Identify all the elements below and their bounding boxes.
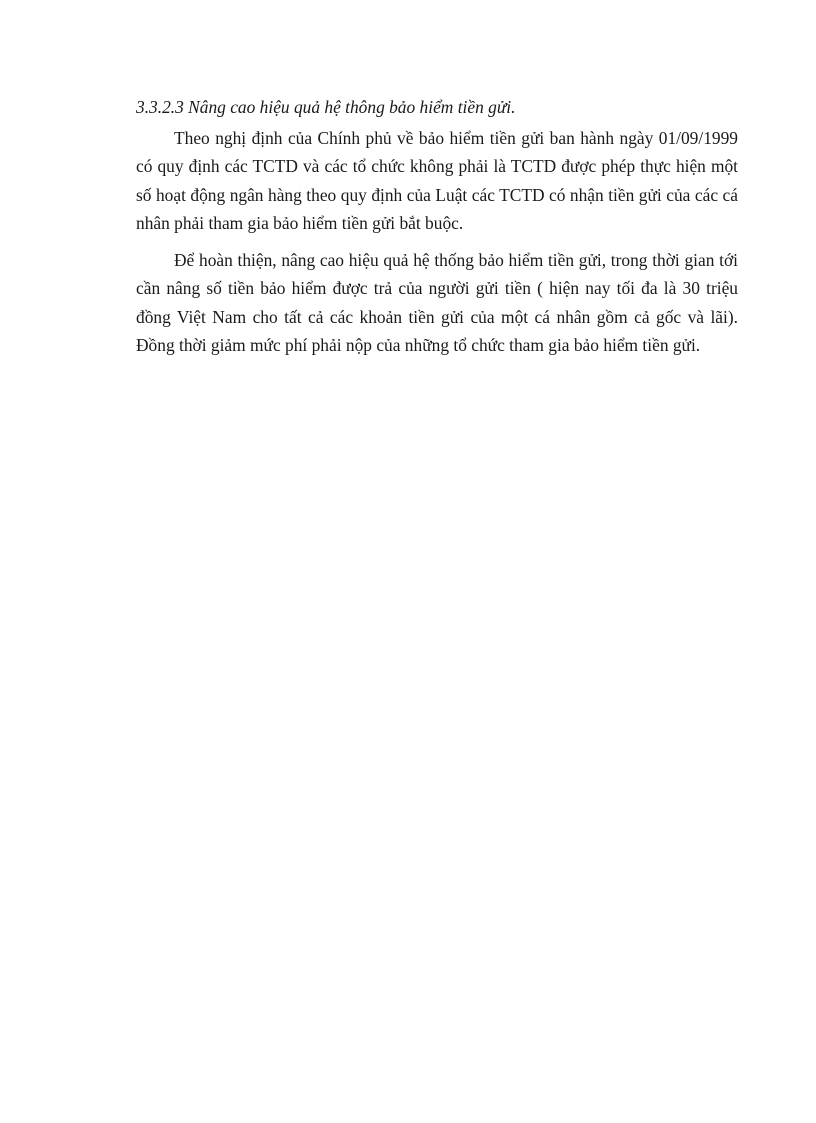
section-heading: 3.3.2.3 Nâng cao hiệu quả hệ thông bảo hiểm tiền gửi. [136,97,516,117]
document-body [136,93,738,368]
paragraph-deposit-insurance-decree: Theo nghị định của Chính phủ về bảo hiểm tiền gửi ban hành ngày 01/09/1999 có quy định các TCTD và các tổ chức không phải là TCTD được phép thực hiện một số hoạt động ngân hàng theo quy định của Luật các TCTD có nhận tiền gửi của các cá nhân phải tham gia bảo hiểm tiền gửi bắt buộc. [136,127,738,233]
paragraph-improvement-measures: Để hoàn thiện, nâng cao hiệu quả hệ thống bảo hiểm tiền gửi, trong thời gian tới cần nâng số tiền bảo hiểm được trả của người gửi tiền ( hiện nay tối đa là 30 triệu đồng Việt Nam cho tất cả các khoản tiền gửi của một cá nhân gồm cả gốc và lãi). Đồng thời giảm mức phí phải nộp của những tổ chức tham gia bảo hiểm tiền gửi. [136,249,738,355]
